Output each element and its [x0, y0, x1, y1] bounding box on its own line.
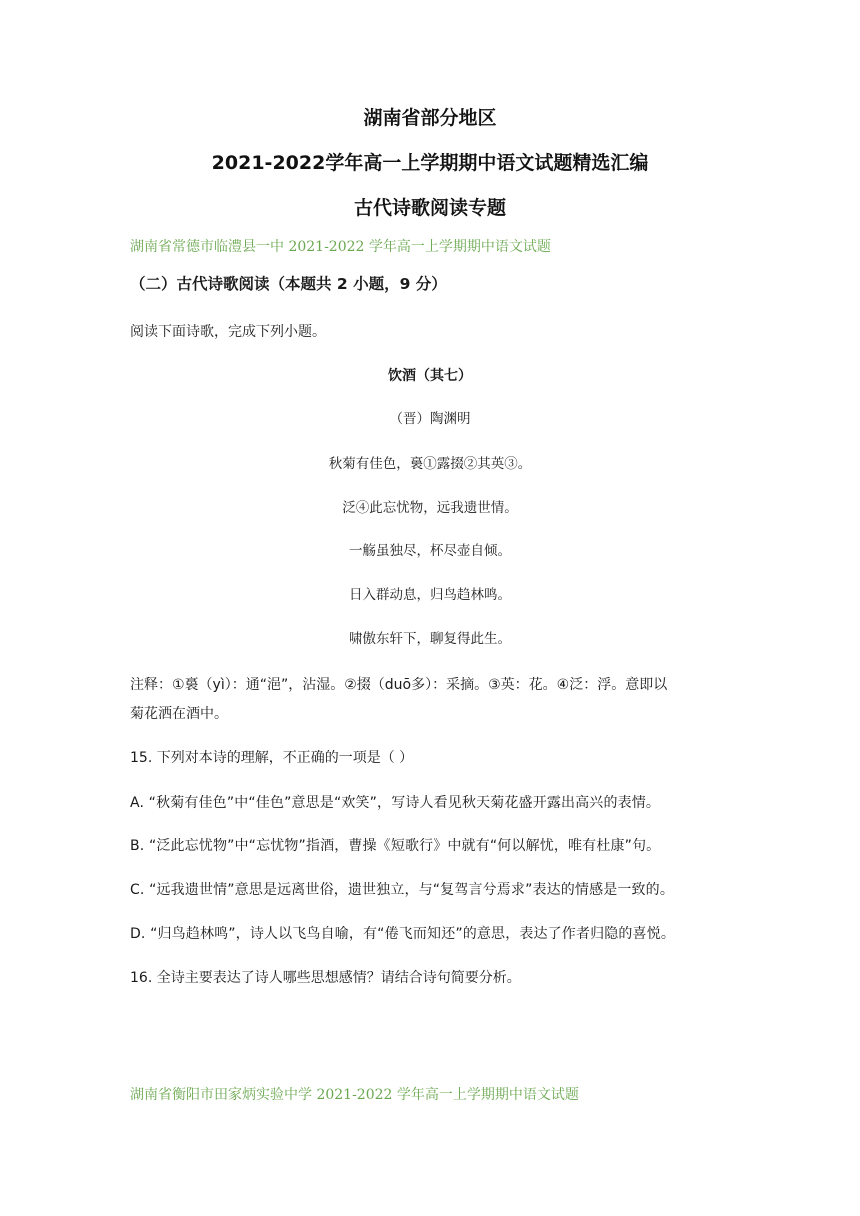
- poem-line: 一觞虽独尽，杯尽壶自倾。: [349, 543, 511, 559]
- notes-line: 注释：①裛（yì）：通“浥”，沾湿。②掇（duō多）：采摘。③英：花。④泛：浮。意即以: [130, 677, 668, 693]
- poem-line: 泛④此忘忧物，远我遗世情。: [342, 500, 518, 516]
- question-15-stem: 15. 下列对本诗的理解，不正确的一项是（ ）: [130, 750, 414, 766]
- question-15-option-d: D. “归鸟趋林鸣”，诗人以飞鸟自喻，有“倦飞而知还”的意思，表达了作者归隐的喜悦。: [130, 926, 675, 942]
- question-15-option-c: C. “远我遗世情”意思是远离世俗，遗世独立，与“复驾言兮焉求”表达的情感是一致的。: [130, 882, 674, 898]
- section-heading: （二）古代诗歌阅读（本题共 2 小题，9 分）: [130, 275, 447, 293]
- poem-line: 日入群动息，归鸟趋林鸣。: [349, 587, 511, 603]
- doc-title-topic: 古代诗歌阅读专题: [353, 197, 506, 219]
- instruction-text: 阅读下面诗歌，完成下列小题。: [130, 324, 326, 340]
- source-note: 湖南省衡阳市田家炳实验中学 2021-2022 学年高一上学期期中语文试题: [130, 1087, 579, 1103]
- poem-author: （晋）陶渊明: [389, 411, 471, 427]
- question-16-stem: 16. 全诗主要表达了诗人哪些思想感情？请结合诗句简要分析。: [130, 970, 521, 986]
- poem-line: 秋菊有佳色，裛①露掇②其英③。: [328, 456, 532, 472]
- doc-title-region: 湖南省部分地区: [363, 107, 497, 129]
- question-15-option-b: B. “泛此忘忧物”中“忘忧物”指酒，曹操《短歌行》中就有“何以解忧，唯有杜康”句。: [130, 838, 661, 854]
- poem-title: 饮酒（其七）: [388, 368, 472, 384]
- source-note: 湖南省常德市临澧县一中 2021-2022 学年高一上学期期中语文试题: [130, 239, 551, 255]
- question-15-option-a: A. “秋菊有佳色”中“佳色”意思是“欢笑”，写诗人看见秋天菊花盛开露出高兴的表情。: [130, 795, 661, 811]
- doc-title-exam: 2021-2022学年高一上学期期中语文试题精选汇编: [211, 152, 649, 174]
- poem-line: 啸傲东轩下，聊复得此生。: [349, 631, 511, 647]
- notes-line: 菊花洒在酒中。: [130, 706, 228, 722]
